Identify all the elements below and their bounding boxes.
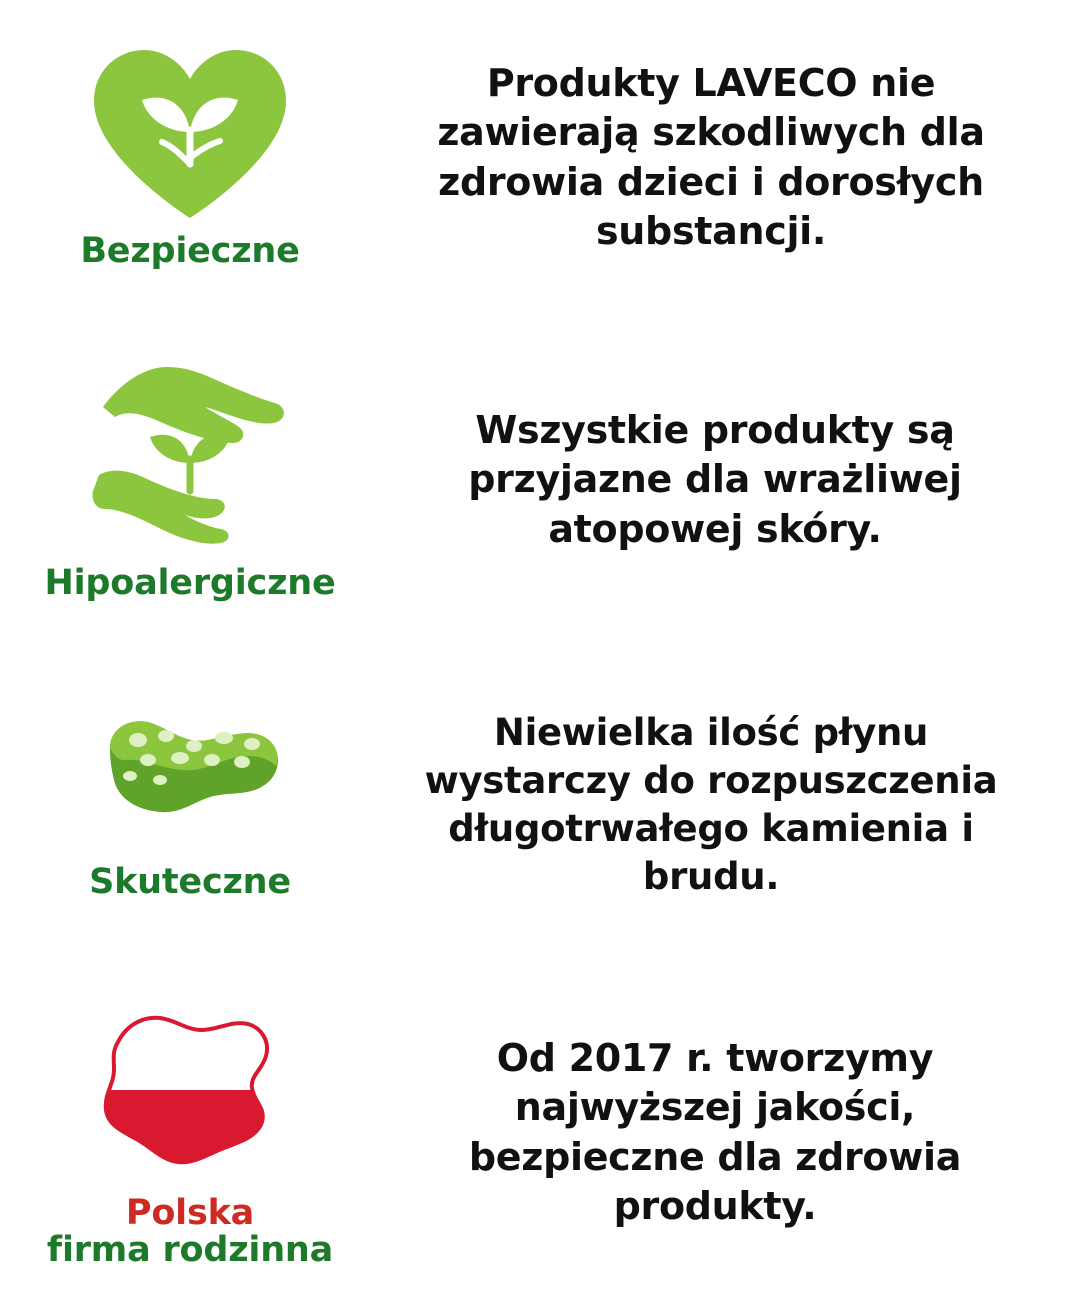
- feature-description: Niewielka ilość płynu wystarczy do rozpuszczenia długotrwałego kamienia i brudu.: [424, 710, 998, 899]
- feature-description: Od 2017 r. tworzymy najwyższej jakości, bezpieczne dla zdrowia produkty.: [468, 1035, 962, 1228]
- feature-caption: Hipoalergiczne: [44, 562, 336, 603]
- feature-caption: Skuteczne: [89, 861, 291, 902]
- feature-caption: [47, 1195, 333, 1269]
- heart-leaf-icon: [90, 46, 290, 221]
- feature-row: [0, 0, 1080, 315]
- feature-text-column: [380, 1034, 1080, 1232]
- feature-icon-column: [0, 359, 380, 602]
- feature-text-column: [380, 709, 1080, 901]
- feature-icon-column: [0, 996, 380, 1269]
- feature-caption: Bezpieczne: [80, 230, 300, 271]
- poland-map-flag-icon: [90, 996, 290, 1181]
- feature-row: [0, 645, 1080, 965]
- feature-caption-line-1: Polska: [125, 1193, 255, 1234]
- feature-row: [0, 315, 1080, 645]
- feature-text-column: [380, 406, 1080, 554]
- feature-icon-column: [0, 46, 380, 270]
- feature-icon-column: [0, 710, 380, 901]
- feature-caption-line-2: firma rodzinna: [46, 1230, 334, 1270]
- hand-leaf-icon: [85, 359, 295, 549]
- sponge-icon: [90, 710, 290, 840]
- feature-description: Wszystkie produkty są przyjazne dla wrażliwej atopowej skóry.: [468, 407, 962, 551]
- feature-description: Produkty LAVECO nie zawierają szkodliwych dla zdrowia dzieci i dorosłych substancji.: [437, 60, 985, 253]
- feature-row: [0, 965, 1080, 1300]
- feature-text-column: [380, 59, 1080, 257]
